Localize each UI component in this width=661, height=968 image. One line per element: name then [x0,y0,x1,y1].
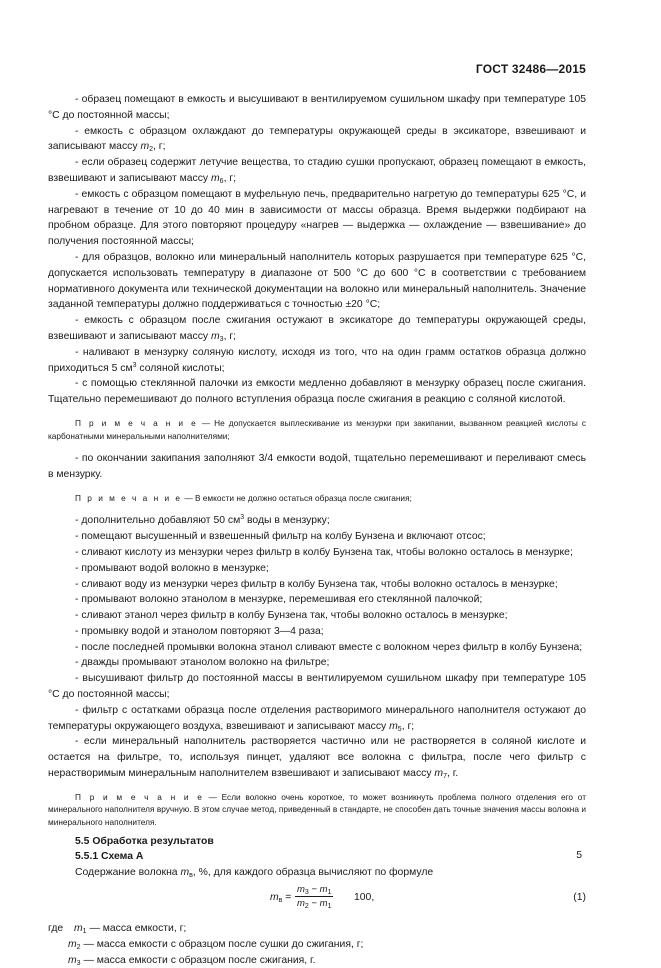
formula-fraction: $\frac{m_3 - m_1}{m_2 - m_1}$ [297,884,332,911]
paragraph: - после последней промывки волокна этанол сливают вместе с волокном через фильтр в колбу Бунзена; [75,641,583,653]
paragraph: - сливают этанол через фильтр в колбу Бунзена так, чтобы волокно осталось в мензурке; [75,610,508,622]
formula [48,883,586,917]
paragraph: - дополнительно добавляют 50 $см^3$ воды в мензурку; [75,514,330,527]
page-number: 5 [576,850,582,861]
note: П р и м е ч а н и е — В емкости не должно остаться образца после сжигания; [75,492,412,503]
paragraph: - промывают водой волокно в мензурке; [75,562,269,574]
paragraph: - если образец содержит летучие вещества, то стадию сушки пропускают, образец помещают в емкость, взвешивают и записывают массу $m_6$, г; [48,157,586,185]
subsection-heading: 5.5.1 Схема А [75,851,144,863]
paragraph: - высушивают фильтр до постоянной массы в вентилируемом сушильном шкафу при температуре 105 °C до постоянной массы; [48,673,586,701]
where-item: $m_3$ — масса емкости с образцом после сжигания, г. [68,954,316,967]
paragraph: - емкость с образцом охлаждают до температуры окружающей среды в эксикаторе, взвешивают и записывают массу $m_2$, г; [48,125,586,154]
paragraph: - если минеральный наполнитель растворяется частично или не растворяется в соляной кислоте и остается на фильтре, то, используя пинцет, удаляют все волокна с фильтра, после чего фильтр с нерастворимым минеральным наполнителем взвешивают и записывают массу $m_7$, г. [48,736,586,781]
section-heading: 5.5 Обработка результатов [75,835,214,847]
paragraph: - сливают воду из мензурки через фильтр в колбу Бунзена так, чтобы волокно осталось в мензурке; [75,578,558,590]
paragraph: Содержание волокна $m_в$, %, для каждого образца вычисляют по формуле [75,867,434,880]
equation-number: (1) [573,892,586,904]
document-body [48,92,586,968]
formula-lhs: $m_в$ = [270,892,292,905]
paragraph: - образец помещают в емкость и высушивают в вентилируемом сушильном шкафу при температуре 105 °C до постоянной массы; [48,94,586,121]
paragraph: - для образцов, волокно или минеральный наполнитель которых разрушается при температуре 625 °C, допускается использовать температуру в диапазоне от 500 °C до 600 °C в соответствии с требованием нормативного документа или технической документации на волокно или минеральный наполнитель. Значение заданной температуры должно поддерживаться с точностью ±20 °C; [48,251,586,311]
where-item: $m_2$ — масса емкости с образцом после сушки до сжигания, г; [68,938,364,951]
formula-rhs: 100, [354,892,375,904]
note: П р и м е ч а н и е — Не допускается выплескивание из мензурки при закипании, вызванном реакцией кислоты с карбонатными минеральными наполнителями; [48,417,586,441]
paragraph: - наливают в мензурку соляную кислоту, исходя из того, что на один грамм остатков образца должно приходиться 5 $см^3$ соляной кислоты; [48,346,586,374]
document-header: ГОСТ 32486—2015 [475,62,586,76]
paragraph: - фильтр с остатками образца после отделения растворимого минерального наполнителя остужают до температуры окружающего воздуха, взвешивают и записывают массу $m_5$, г; [48,704,586,733]
where-item: где $m_1$ — масса емкости, г; [48,923,187,936]
paragraph: - по окончании закипания заполняют 3/4 емкости водой, тщательно перемешивают и переливают смесь в мензурку. [48,453,586,480]
paragraph: - емкость с образцом после сжигания остужают в эксикаторе до температуры окружающей среды, взвешивают и записывают массу $m_3$, г; [48,315,586,343]
paragraph: - помещают высушенный и взвешенный фильтр на колбу Бунзена и включают отсос; [75,531,486,543]
paragraph: - сливают кислоту из мензурки через фильтр в колбу Бунзена так, чтобы волокно осталось в мензурке; [75,546,573,558]
where-list [48,921,586,968]
note: П р и м е ч а н и е — Если волокно очень короткое, то может возникнуть проблема полного отделения его от минерального наполнителя вручную. В этом случае метод, приведенный в стандарте, не способен дать точные значения массы волокна и минерального наполнителя. [48,791,587,828]
paragraph: - промывку водой и этанолом повторяют 3—4 раза; [75,625,324,637]
paragraph: - емкость с образцом помещают в муфельную печь, предварительно нагретую до температуры 625 °C, и нагревают в течение от 10 до 40 мин в зависимости от массы образца. Время выдержки подбирают на пробном образце. Для этого повторяют процедуру «нагрев — выдержка — охлаждение — взвешивание» до получения постоянной массы; [48,188,586,248]
paragraph: - дважды промывают этанолом волокно на фильтре; [75,657,330,669]
paragraph: - промывают волокно этанолом в мензурке, перемешивая его стеклянной палочкой; [75,594,483,606]
paragraph: - с помощью стеклянной палочки из емкости медленно добавляют в мензурку образец после сжигания. Тщательно перемешивают до полного вступления образца после сжигания в реакцию с соляной кислотой. [48,378,586,406]
